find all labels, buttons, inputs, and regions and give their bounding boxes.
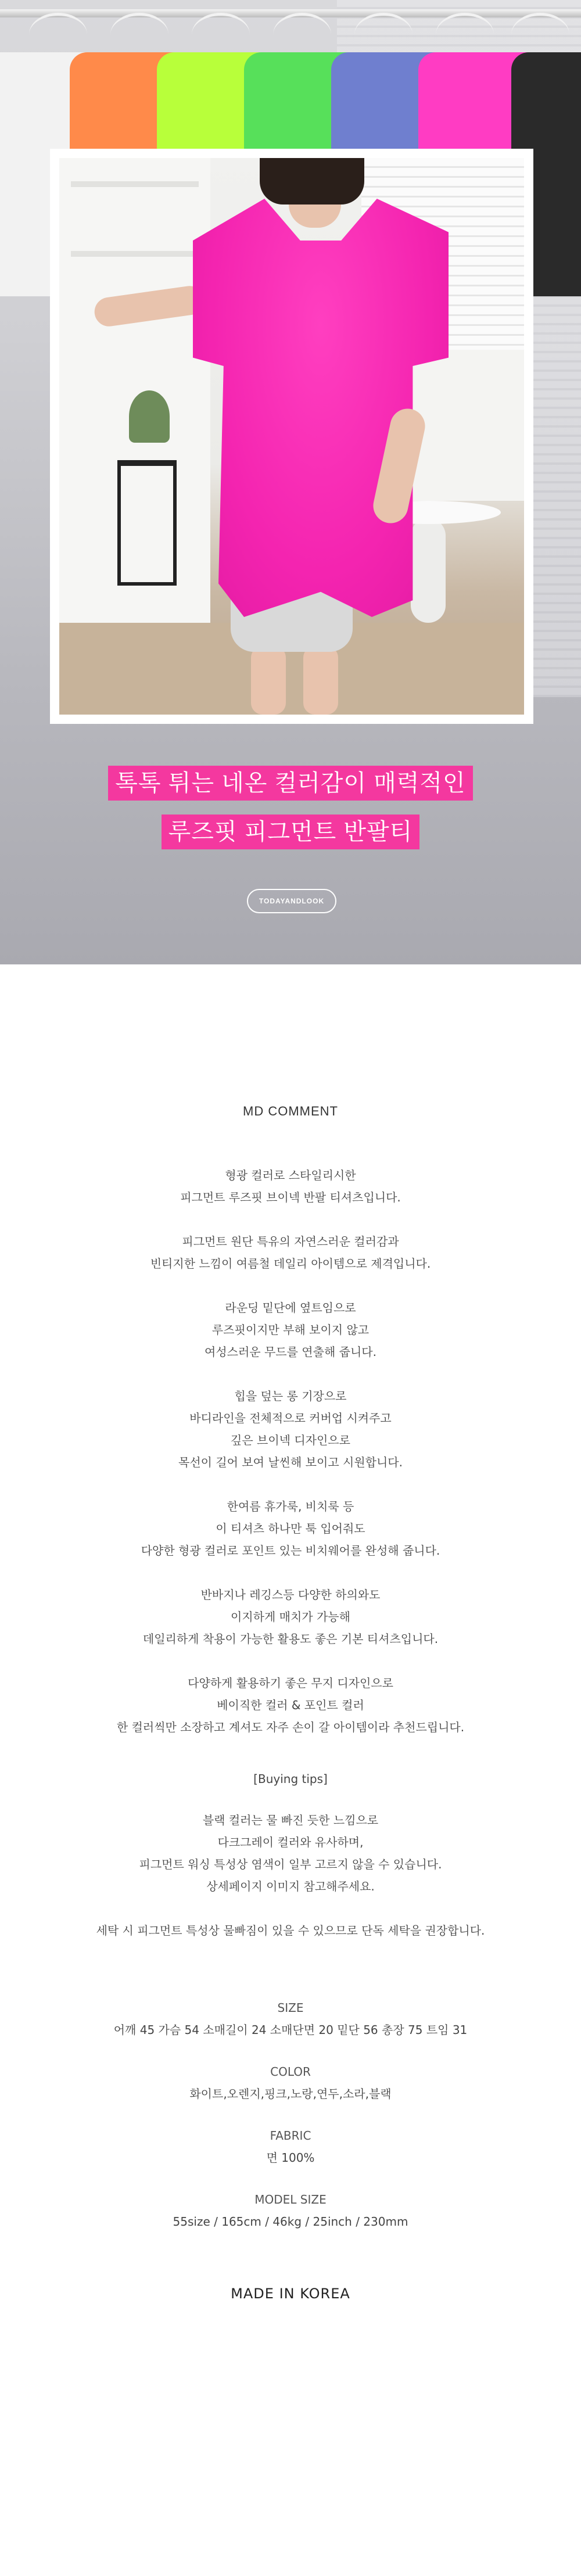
model-leg xyxy=(251,646,286,715)
fabric-value: 면 100% xyxy=(266,2151,315,2165)
side-table-leg xyxy=(411,518,446,623)
md-paragraph xyxy=(0,1385,581,1473)
buying-tips-heading: [Buying tips] xyxy=(253,1772,328,1786)
model-photo xyxy=(59,158,524,715)
text-line: 목선이 길어 보여 날씬해 보이고 시원합니다. xyxy=(178,1455,403,1469)
tips-paragraph xyxy=(0,1809,581,1897)
text-line: 베이직한 컬러 & 포인트 컬러 xyxy=(217,1698,364,1712)
fabric-label: FABRIC xyxy=(270,2129,311,2143)
text-line: 블랙 컬러는 물 빠진 듯한 느낌으로 xyxy=(202,1813,379,1827)
color-label: COLOR xyxy=(270,2065,311,2079)
wall-shelf xyxy=(71,181,199,187)
buying-tips-body xyxy=(0,1809,581,1942)
md-paragraph xyxy=(0,1495,581,1562)
md-paragraph xyxy=(0,1672,581,1738)
model-hair xyxy=(260,158,364,204)
model-leg xyxy=(303,646,338,715)
text-line: 루즈핏이지만 부해 보이지 않고 xyxy=(211,1323,370,1337)
product-specs xyxy=(0,1997,581,2233)
text-line: 한여름 휴가룩, 비치룩 등 xyxy=(227,1499,354,1513)
wall-shelf xyxy=(71,251,199,257)
text-line: 상세페이지 이미지 참고해주세요. xyxy=(206,1879,375,1893)
text-line: 이지하게 매치가 가능해 xyxy=(231,1610,350,1624)
caption-highlight: 루즈핏 피그먼트 반팔티 xyxy=(162,815,420,849)
text-line: 다양하게 활용하기 좋은 무지 디자인으로 xyxy=(188,1676,393,1690)
text-line: 바디라인을 전체적으로 커버업 시켜주고 xyxy=(189,1411,392,1425)
tips-paragraph xyxy=(0,1920,581,1942)
text-line: 반바지나 레깅스등 다양한 하의와도 xyxy=(200,1588,381,1602)
hanger-icon xyxy=(273,13,331,56)
md-comment-body xyxy=(0,1164,581,1738)
text-line: 한 컬러씩만 소장하고 계셔도 자주 손이 갈 아이템이라 추천드립니다. xyxy=(116,1720,465,1734)
pink-tshirt xyxy=(193,199,449,617)
product-description xyxy=(0,1104,581,2302)
hanger-icon xyxy=(354,13,413,56)
hanger-icon xyxy=(110,13,168,56)
hanger-icon xyxy=(192,13,250,56)
color-value: 화이트,오렌지,핑크,노랑,연두,소라,블랙 xyxy=(189,2087,392,2101)
text-line: 피그먼트 루즈핏 브이넥 반팔 티셔츠입니다. xyxy=(180,1190,401,1204)
text-line: 이 티셔츠 하나만 툭 입어줘도 xyxy=(216,1522,365,1535)
model-photo-frame xyxy=(50,149,533,724)
text-line: 피그먼트 워싱 특성상 염색이 일부 고르지 않을 수 있습니다. xyxy=(139,1857,442,1871)
text-line: 여성스러운 무드를 연출해 줍니다. xyxy=(205,1345,376,1359)
potted-plant xyxy=(129,390,170,443)
black-stool xyxy=(117,460,177,586)
text-line: 라운딩 밑단에 옆트임으로 xyxy=(225,1301,356,1315)
hanger-icon xyxy=(436,13,494,56)
made-in-label: MADE IN KOREA xyxy=(231,2286,350,2302)
text-line: 깊은 브이넥 디자인으로 xyxy=(231,1433,350,1447)
md-paragraph xyxy=(0,1584,581,1650)
hero-caption-2 xyxy=(0,815,581,849)
text-line: 다양한 형광 컬러로 포인트 있는 비치웨어를 완성해 줍니다. xyxy=(141,1544,440,1558)
md-comment-heading: MD COMMENT xyxy=(243,1104,338,1118)
text-line: 세탁 시 피그먼트 특성상 물빠짐이 있을 수 있으므로 단독 세탁을 권장합니다. xyxy=(96,1924,485,1938)
hero-section xyxy=(0,0,581,964)
text-line: 데일리하게 착용이 가능한 활용도 좋은 기본 티셔츠입니다. xyxy=(142,1632,439,1646)
md-paragraph xyxy=(0,1297,581,1363)
text-line: 힙을 덮는 롱 기장으로 xyxy=(234,1389,347,1403)
size-label: SIZE xyxy=(277,2001,304,2015)
text-line: 피그먼트 원단 특유의 자연스러운 컬러감과 xyxy=(182,1235,399,1248)
brand-logo-badge: TODAYANDLOOK xyxy=(247,889,336,913)
model-size-label: MODEL SIZE xyxy=(254,2193,327,2207)
hanger-icon xyxy=(29,13,87,56)
hanger-icon xyxy=(511,13,569,56)
text-line: 형광 컬러로 스타일리시한 xyxy=(225,1168,356,1182)
text-line: 빈티지한 느낌이 여름철 데일리 아이템으로 제격입니다. xyxy=(150,1257,431,1271)
size-value: 어깨 45 가슴 54 소매길이 24 소매단면 20 밑단 56 총장 75 트임 31 xyxy=(113,2023,468,2037)
md-paragraph xyxy=(0,1230,581,1275)
model-size-value: 55size / 165cm / 46kg / 25inch / 230mm xyxy=(173,2215,408,2229)
hero-caption-1 xyxy=(0,766,581,801)
text-line: 다크그레이 컬러와 유사하며, xyxy=(217,1835,364,1849)
caption-highlight: 톡톡 튀는 네온 컬러감이 매력적인 xyxy=(108,766,472,801)
md-paragraph xyxy=(0,1164,581,1208)
